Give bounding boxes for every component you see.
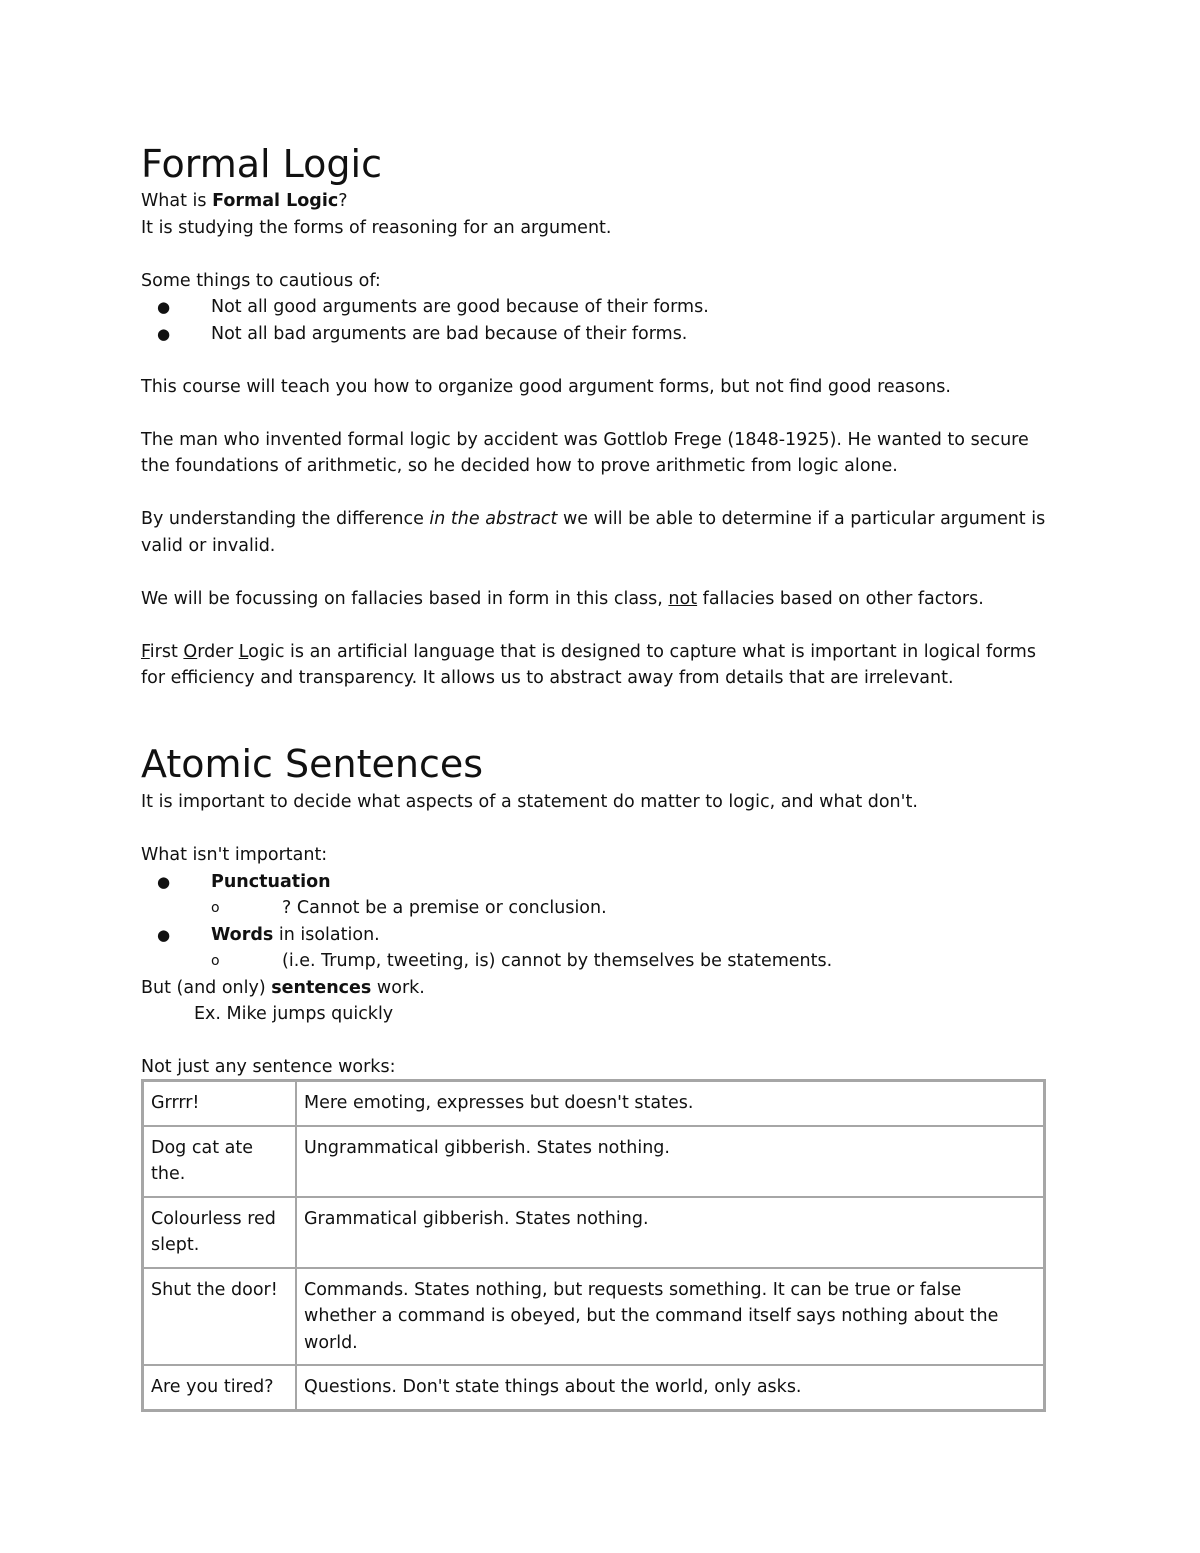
fol-letter-f: F xyxy=(141,641,150,662)
table-row xyxy=(143,1081,1045,1126)
list-item xyxy=(141,321,1057,348)
table-row xyxy=(143,1365,1045,1410)
sentences-line xyxy=(141,975,1057,1002)
words-detail: (i.e. Trump, tweeting, is) cannot by themselves be statements. xyxy=(282,951,833,971)
answer-line: It is studying the forms of reasoning for an argument. xyxy=(141,217,612,238)
question-line xyxy=(141,188,1057,215)
sentence-table xyxy=(141,1079,1046,1412)
frege-paragraph: The man who invented formal logic by accident was Gottlob Frege (1848-1925). He wanted to secure the foundations of arithmetic, so he decided how to prove arithmetic from logic alone. xyxy=(141,429,1029,476)
abstract-paragraph xyxy=(141,506,1057,559)
circle-bullet-icon: o xyxy=(211,953,220,969)
question-bold: Formal Logic xyxy=(212,191,339,211)
question-suffix: ? xyxy=(338,191,348,211)
fol-letter-l: L xyxy=(238,641,249,662)
bullet-icon: ● xyxy=(157,872,171,891)
table-cell: Shut the door! xyxy=(143,1268,297,1366)
list-item xyxy=(141,922,1057,949)
table-cell: Mere emoting, expresses but doesn't states. xyxy=(296,1081,1045,1126)
atomic-body xyxy=(141,789,1057,1081)
list-item xyxy=(141,895,1057,922)
punctuation-detail: ? Cannot be a premise or conclusion. xyxy=(282,898,607,918)
words-rest: in isolation. xyxy=(273,924,380,945)
table-cell: Commands. States nothing, but requests something. It can be true or false whether a command is obeyed, but the command itself says nothing about the world. xyxy=(296,1268,1045,1366)
words-label: Words xyxy=(211,924,274,945)
table-cell: Are you tired? xyxy=(143,1365,297,1410)
bullet-icon: ● xyxy=(157,925,171,944)
section-title-formal-logic: Formal Logic xyxy=(141,142,382,186)
bullet-icon: ● xyxy=(157,324,171,343)
course-paragraph: This course will teach you how to organize good argument forms, but not find good reasons. xyxy=(141,376,951,397)
punctuation-label: Punctuation xyxy=(211,871,331,892)
focus-pre: We will be focussing on fallacies based in form in this class, xyxy=(141,588,669,609)
table-cell: Colourless red slept. xyxy=(143,1197,297,1268)
table-cell: Questions. Don't state things about the world, only asks. xyxy=(296,1365,1045,1410)
fol-text: irst xyxy=(149,641,184,662)
sentences-pre: But (and only) xyxy=(141,977,272,998)
table-row xyxy=(143,1126,1045,1197)
table-cell: Ungrammatical gibberish. States nothing. xyxy=(296,1126,1045,1197)
list-item xyxy=(141,294,1057,321)
caution-intro: Some things to cautious of: xyxy=(141,270,381,291)
abstract-post: we will be able to determine if a particular argument is valid or invalid. xyxy=(141,509,1046,556)
table-row xyxy=(143,1197,1045,1268)
fol-text: rder xyxy=(197,641,239,662)
caution-text: Not all bad arguments are bad because of their forms. xyxy=(211,323,688,344)
section-title-atomic-sentences: Atomic Sentences xyxy=(141,742,484,786)
caution-text: Not all good arguments are good because of their forms. xyxy=(211,297,709,317)
focus-paragraph xyxy=(141,586,1057,613)
bullet-icon: ● xyxy=(157,298,171,316)
abstract-pre: By understanding the difference xyxy=(141,509,430,529)
atomic-intro: It is important to decide what aspects of a statement do matter to logic, and what don't. xyxy=(141,792,918,812)
sentences-post: work. xyxy=(371,977,425,998)
table-intro: Not just any sentence works: xyxy=(141,1057,396,1077)
table-cell: Dog cat ate the. xyxy=(143,1126,297,1197)
question-prefix: What is xyxy=(141,191,213,211)
fol-paragraph xyxy=(141,639,1057,692)
focus-underline: not xyxy=(668,588,698,609)
not-important-heading: What isn't important: xyxy=(141,845,328,865)
list-item xyxy=(141,948,1057,975)
example-line: Ex. Mike jumps quickly xyxy=(194,1004,394,1024)
fol-text: ogic is an artificial language that is designed to capture what is important in logical forms for efficiency and transparency. It allows us to abstract away from details that are irrelevant. xyxy=(141,641,1036,688)
circle-bullet-icon: o xyxy=(211,900,220,916)
focus-post: fallacies based on other factors. xyxy=(697,588,984,609)
formal-logic-body xyxy=(141,188,1057,692)
abstract-emphasis: in the abstract xyxy=(429,509,558,529)
table-cell: Grammatical gibberish. States nothing. xyxy=(296,1197,1045,1268)
list-item xyxy=(141,869,1057,896)
table-cell: Grrrr! xyxy=(143,1081,297,1126)
fol-letter-o: O xyxy=(183,641,198,662)
sentences-bold: sentences xyxy=(271,977,372,998)
table-row xyxy=(143,1268,1045,1366)
